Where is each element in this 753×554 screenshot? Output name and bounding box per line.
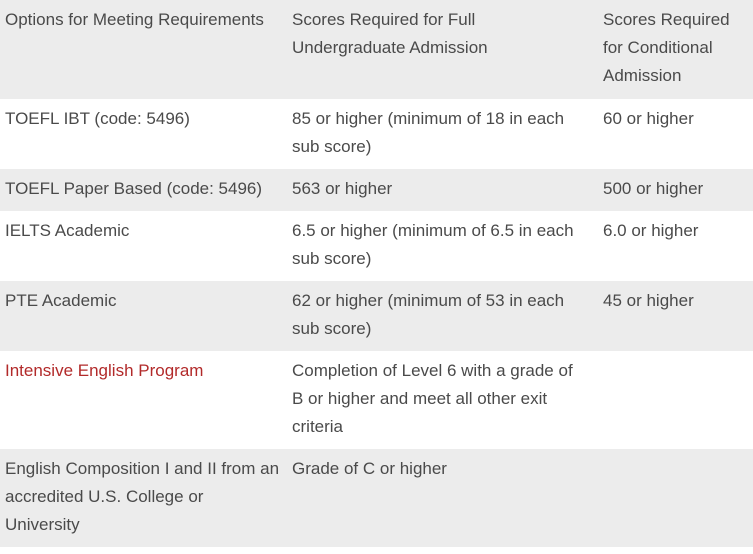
option-cell: TOEFL IBT (code: 5496) <box>5 109 190 128</box>
table-row <box>0 281 753 351</box>
conditional-score-cell: 6.0 or higher <box>603 221 699 240</box>
conditional-score-cell: 500 or higher <box>603 179 704 198</box>
option-cell: English Composition I and II from an accredited U.S. College or University <box>5 459 280 534</box>
table-row <box>0 169 753 211</box>
full-score-cell: 6.5 or higher (minimum of 6.5 in each sub score) <box>292 221 574 268</box>
option-cell: PTE Academic <box>5 291 117 310</box>
option-cell <box>0 351 287 449</box>
conditional-score-cell <box>598 449 753 547</box>
header-conditional-admission: Scores Required for Conditional Admission <box>603 10 730 85</box>
conditional-score-cell: 45 or higher <box>603 291 694 310</box>
option-cell: IELTS Academic <box>5 221 130 240</box>
full-score-cell: Grade of C or higher <box>292 459 447 478</box>
table-row <box>0 99 753 169</box>
full-score-cell: 85 or higher (minimum of 18 in each sub score) <box>292 109 565 156</box>
full-score-cell: 62 or higher (minimum of 53 in each sub score) <box>292 291 565 338</box>
header-full-admission: Scores Required for Full Undergraduate Admission <box>292 10 488 57</box>
full-score-cell: Completion of Level 6 with a grade of B or higher and meet all other exit criteria <box>292 361 573 436</box>
header-options: Options for Meeting Requirements <box>5 10 264 29</box>
table-row <box>0 449 753 547</box>
table-header-row <box>0 0 753 99</box>
conditional-score-cell <box>598 351 753 449</box>
table-row <box>0 211 753 281</box>
intensive-english-program-link[interactable]: Intensive English Program <box>5 361 204 380</box>
table-row <box>0 351 753 449</box>
full-score-cell: 563 or higher <box>292 179 393 198</box>
conditional-score-cell: 60 or higher <box>603 109 694 128</box>
option-cell: TOEFL Paper Based (code: 5496) <box>5 179 263 198</box>
